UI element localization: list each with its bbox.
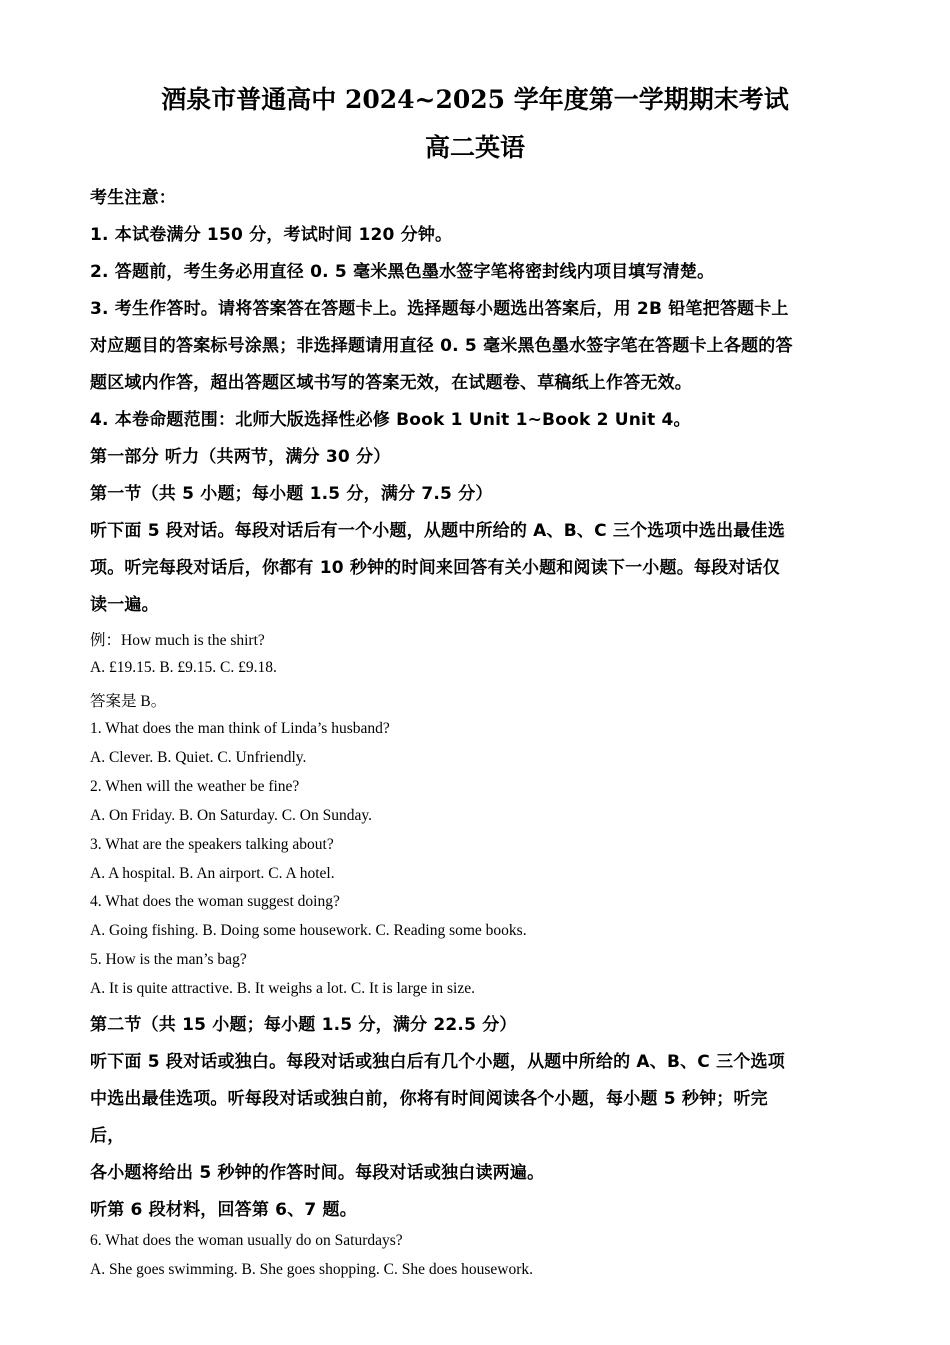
section1-heading: 第一节（共 5 小题；每小题 1.5 分，满分 7.5 分） — [90, 484, 493, 504]
notice-item-3-line-1: 3. 考生作答时。请将答案答在答题卡上。选择题每小题选出答案后，用 2B 铅笔把答题卡上 — [90, 299, 789, 319]
section2-heading: 第二节（共 15 小题；每小题 1.5 分，满分 22.5 分） — [90, 1015, 517, 1035]
notice-item-2: 2. 答题前，考生务必用直径 0. 5 毫米黑色墨水签字笔将密封线内项目填写清楚。 — [90, 262, 715, 282]
part1-heading: 第一部分 听力（共两节，满分 30 分） — [90, 447, 391, 467]
notice-item-3-line-3: 题区域内作答，超出答题区域书写的答案无效，在试题卷、草稿纸上作答无效。 — [90, 373, 692, 393]
example-options: A. £19.15. B. £9.15. C. £9.18. — [90, 659, 277, 676]
question-4-options: A. Going fishing. B. Doing some housework. C. Reading some books. — [90, 922, 527, 939]
material-6-heading: 听第 6 段材料，回答第 6、7 题。 — [90, 1200, 357, 1220]
question-6: 6. What does the woman usually do on Saturdays? — [90, 1232, 403, 1249]
notice-item-3-line-2: 对应题目的答案标号涂黑；非选择题请用直径 0. 5 毫米黑色墨水签字笔在答题卡上各题的答 — [90, 336, 793, 356]
question-5: 5. How is the man’s bag? — [90, 951, 247, 968]
notice-heading: 考生注意： — [90, 188, 176, 208]
notice-item-1: 1. 本试卷满分 150 分，考试时间 120 分钟。 — [90, 225, 453, 245]
example-answer: 答案是 B。 — [90, 693, 167, 710]
section2-intro-line-3: 后， — [90, 1126, 125, 1146]
question-1-options: A. Clever. B. Quiet. C. Unfriendly. — [90, 749, 307, 766]
section1-intro-line-3: 读一遍。 — [90, 595, 159, 615]
question-5-options: A. It is quite attractive. B. It weighs a lot. C. It is large in size. — [90, 980, 475, 997]
question-2-options: A. On Friday. B. On Saturday. C. On Sunday. — [90, 807, 372, 824]
question-4: 4. What does the woman suggest doing? — [90, 893, 340, 910]
section1-intro-line-2: 项。听完每段对话后，你都有 10 秒钟的时间来回答有关小题和阅读下一小题。每段对话仅 — [90, 558, 780, 578]
section2-intro-line-1: 听下面 5 段对话或独白。每段对话或独白后有几个小题，从题中所给的 A、B、C 三个选项 — [90, 1052, 785, 1072]
question-3-options: A. A hospital. B. An airport. C. A hotel. — [90, 865, 335, 882]
section2-intro-line-2: 中选出最佳选项。听每段对话或独白前，你将有时间阅读各个小题，每小题 5 秒钟；听完 — [90, 1089, 768, 1109]
example-question: 例：How much is the shirt? — [90, 632, 265, 649]
section2-intro-line-4: 各小题将给出 5 秒钟的作答时间。每段对话或独白读两遍。 — [90, 1163, 545, 1183]
question-6-options: A. She goes swimming. B. She goes shopping. C. She does housework. — [90, 1261, 534, 1278]
section1-intro-line-1: 听下面 5 段对话。每段对话后有一个小题，从题中所给的 A、B、C 三个选项中选出最佳选 — [90, 521, 785, 541]
exam-title: 酒泉市普通高中 2024~2025 学年度第一学期期末考试 — [161, 85, 789, 114]
question-2: 2. When will the weather be fine? — [90, 778, 300, 795]
exam-subtitle: 高二英语 — [424, 133, 525, 162]
question-3: 3. What are the speakers talking about? — [90, 836, 334, 853]
question-1: 1. What does the man think of Linda’s husband? — [90, 720, 390, 737]
notice-item-4: 4. 本卷命题范围：北师大版选择性必修 Book 1 Unit 1~Book 2 Unit 4。 — [90, 410, 691, 430]
